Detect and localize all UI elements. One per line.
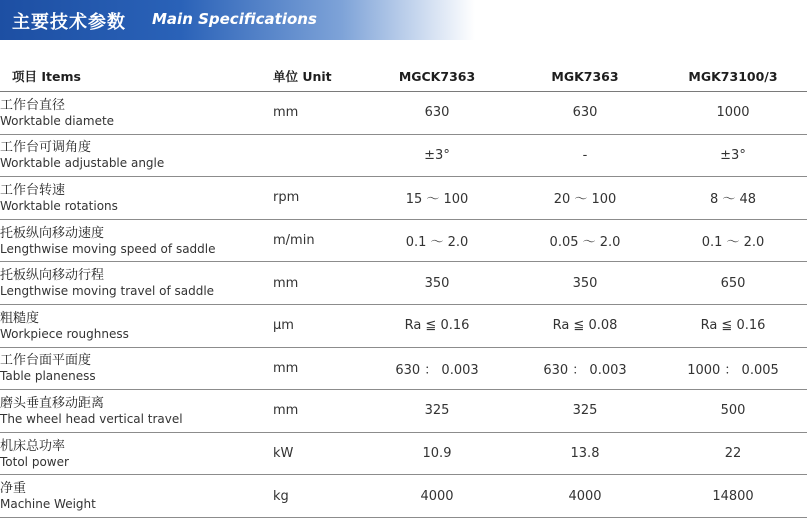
table-row <box>0 347 807 390</box>
value-cell: ±3° <box>659 134 807 177</box>
value-cell: 630 ： 0.003 <box>363 347 511 390</box>
value-cell: Ra ≦ 0.16 <box>363 304 511 347</box>
table-row <box>0 475 807 518</box>
unit-cell: mm <box>273 92 363 135</box>
header-model-3: MGK73100/3 <box>659 61 807 92</box>
table-row <box>0 432 807 475</box>
item-cell <box>0 475 273 518</box>
item-label-zh: 工作台直径 <box>0 97 66 113</box>
value-cell: 4000 <box>363 475 511 518</box>
table-row <box>0 92 807 135</box>
value-cell: 650 <box>659 262 807 305</box>
item-cell <box>0 219 273 262</box>
banner-title-zh: 主要技术参数 <box>12 12 126 33</box>
item-label-en: Totol power <box>0 454 69 469</box>
unit-cell: mm <box>273 262 363 305</box>
table-row <box>0 219 807 262</box>
banner-title-en: Main Specifications <box>152 10 317 28</box>
item-label-zh: 工作台可调角度 <box>0 140 92 156</box>
value-cell: 500 <box>659 390 807 433</box>
unit-cell: mm <box>273 390 363 433</box>
item-label-en: Worktable adjustable angle <box>0 156 165 171</box>
item-label-en: Table planeness <box>0 369 96 384</box>
value-cell: 630 <box>363 92 511 135</box>
item-cell <box>0 432 273 475</box>
value-cell: 325 <box>363 390 511 433</box>
item-label-en: Worktable rotations <box>0 198 118 213</box>
value-cell: 630 <box>511 92 659 135</box>
value-cell: 0.1 ～ 2.0 <box>659 219 807 262</box>
item-cell <box>0 304 273 347</box>
value-cell: 1000 <box>659 92 807 135</box>
item-cell <box>0 347 273 390</box>
item-label-zh: 机床总功率 <box>0 438 66 454</box>
item-label-zh: 托板纵向移动行程 <box>0 268 105 284</box>
table-row <box>0 177 807 220</box>
value-cell: ±3° <box>363 134 511 177</box>
unit-cell: mm <box>273 347 363 390</box>
header-unit: 单位 Unit <box>273 61 363 92</box>
value-cell: 10.9 <box>363 432 511 475</box>
value-cell: 15 ～ 100 <box>363 177 511 220</box>
item-label-en: Worktable diamete <box>0 113 115 128</box>
value-cell: 13.8 <box>511 432 659 475</box>
section-banner <box>0 0 475 40</box>
item-cell <box>0 262 273 305</box>
header-row <box>0 61 807 92</box>
spec-table <box>0 61 807 518</box>
value-cell: 4000 <box>511 475 659 518</box>
value-cell: 0.05 ～ 2.0 <box>511 219 659 262</box>
item-label-zh: 托板纵向移动速度 <box>0 225 105 241</box>
table-row <box>0 262 807 305</box>
item-label-en: Machine Weight <box>0 497 96 512</box>
item-label-zh: 工作台转速 <box>0 182 66 198</box>
value-cell: 0.1 ～ 2.0 <box>363 219 511 262</box>
value-cell: 14800 <box>659 475 807 518</box>
item-label-zh: 工作台面平面度 <box>0 353 92 369</box>
value-cell: 630 ： 0.003 <box>511 347 659 390</box>
item-cell <box>0 92 273 135</box>
value-cell: Ra ≦ 0.08 <box>511 304 659 347</box>
table-row <box>0 134 807 177</box>
unit-cell: m/min <box>273 219 363 262</box>
value-cell: Ra ≦ 0.16 <box>659 304 807 347</box>
unit-cell: μm <box>273 304 363 347</box>
unit-cell: kW <box>273 432 363 475</box>
item-cell <box>0 134 273 177</box>
unit-cell: kg <box>273 475 363 518</box>
item-label-en: Lengthwise moving travel of saddle <box>0 284 215 299</box>
header-items: 项目 Items <box>0 61 273 92</box>
item-label-en: Lengthwise moving speed of saddle <box>0 241 216 256</box>
item-label-zh: 粗糙度 <box>0 310 40 326</box>
header-model-1: MGCK7363 <box>363 61 511 92</box>
value-cell: 1000 ： 0.005 <box>659 347 807 390</box>
item-label-zh: 磨头垂直移动距离 <box>0 395 105 411</box>
table-row <box>0 390 807 433</box>
header-model-2: MGK7363 <box>511 61 659 92</box>
value-cell: 8 ～ 48 <box>659 177 807 220</box>
value-cell: 350 <box>511 262 659 305</box>
value-cell: 22 <box>659 432 807 475</box>
item-label-zh: 净重 <box>0 481 27 497</box>
value-cell: - <box>511 134 659 177</box>
item-cell <box>0 390 273 433</box>
item-label-en: Workpiece roughness <box>0 326 129 341</box>
value-cell: 325 <box>511 390 659 433</box>
item-cell <box>0 177 273 220</box>
item-label-en: The wheel head vertical travel <box>0 411 183 426</box>
unit-cell: rpm <box>273 177 363 220</box>
unit-cell <box>273 134 363 177</box>
value-cell: 350 <box>363 262 511 305</box>
value-cell: 20 ～ 100 <box>511 177 659 220</box>
table-row <box>0 304 807 347</box>
